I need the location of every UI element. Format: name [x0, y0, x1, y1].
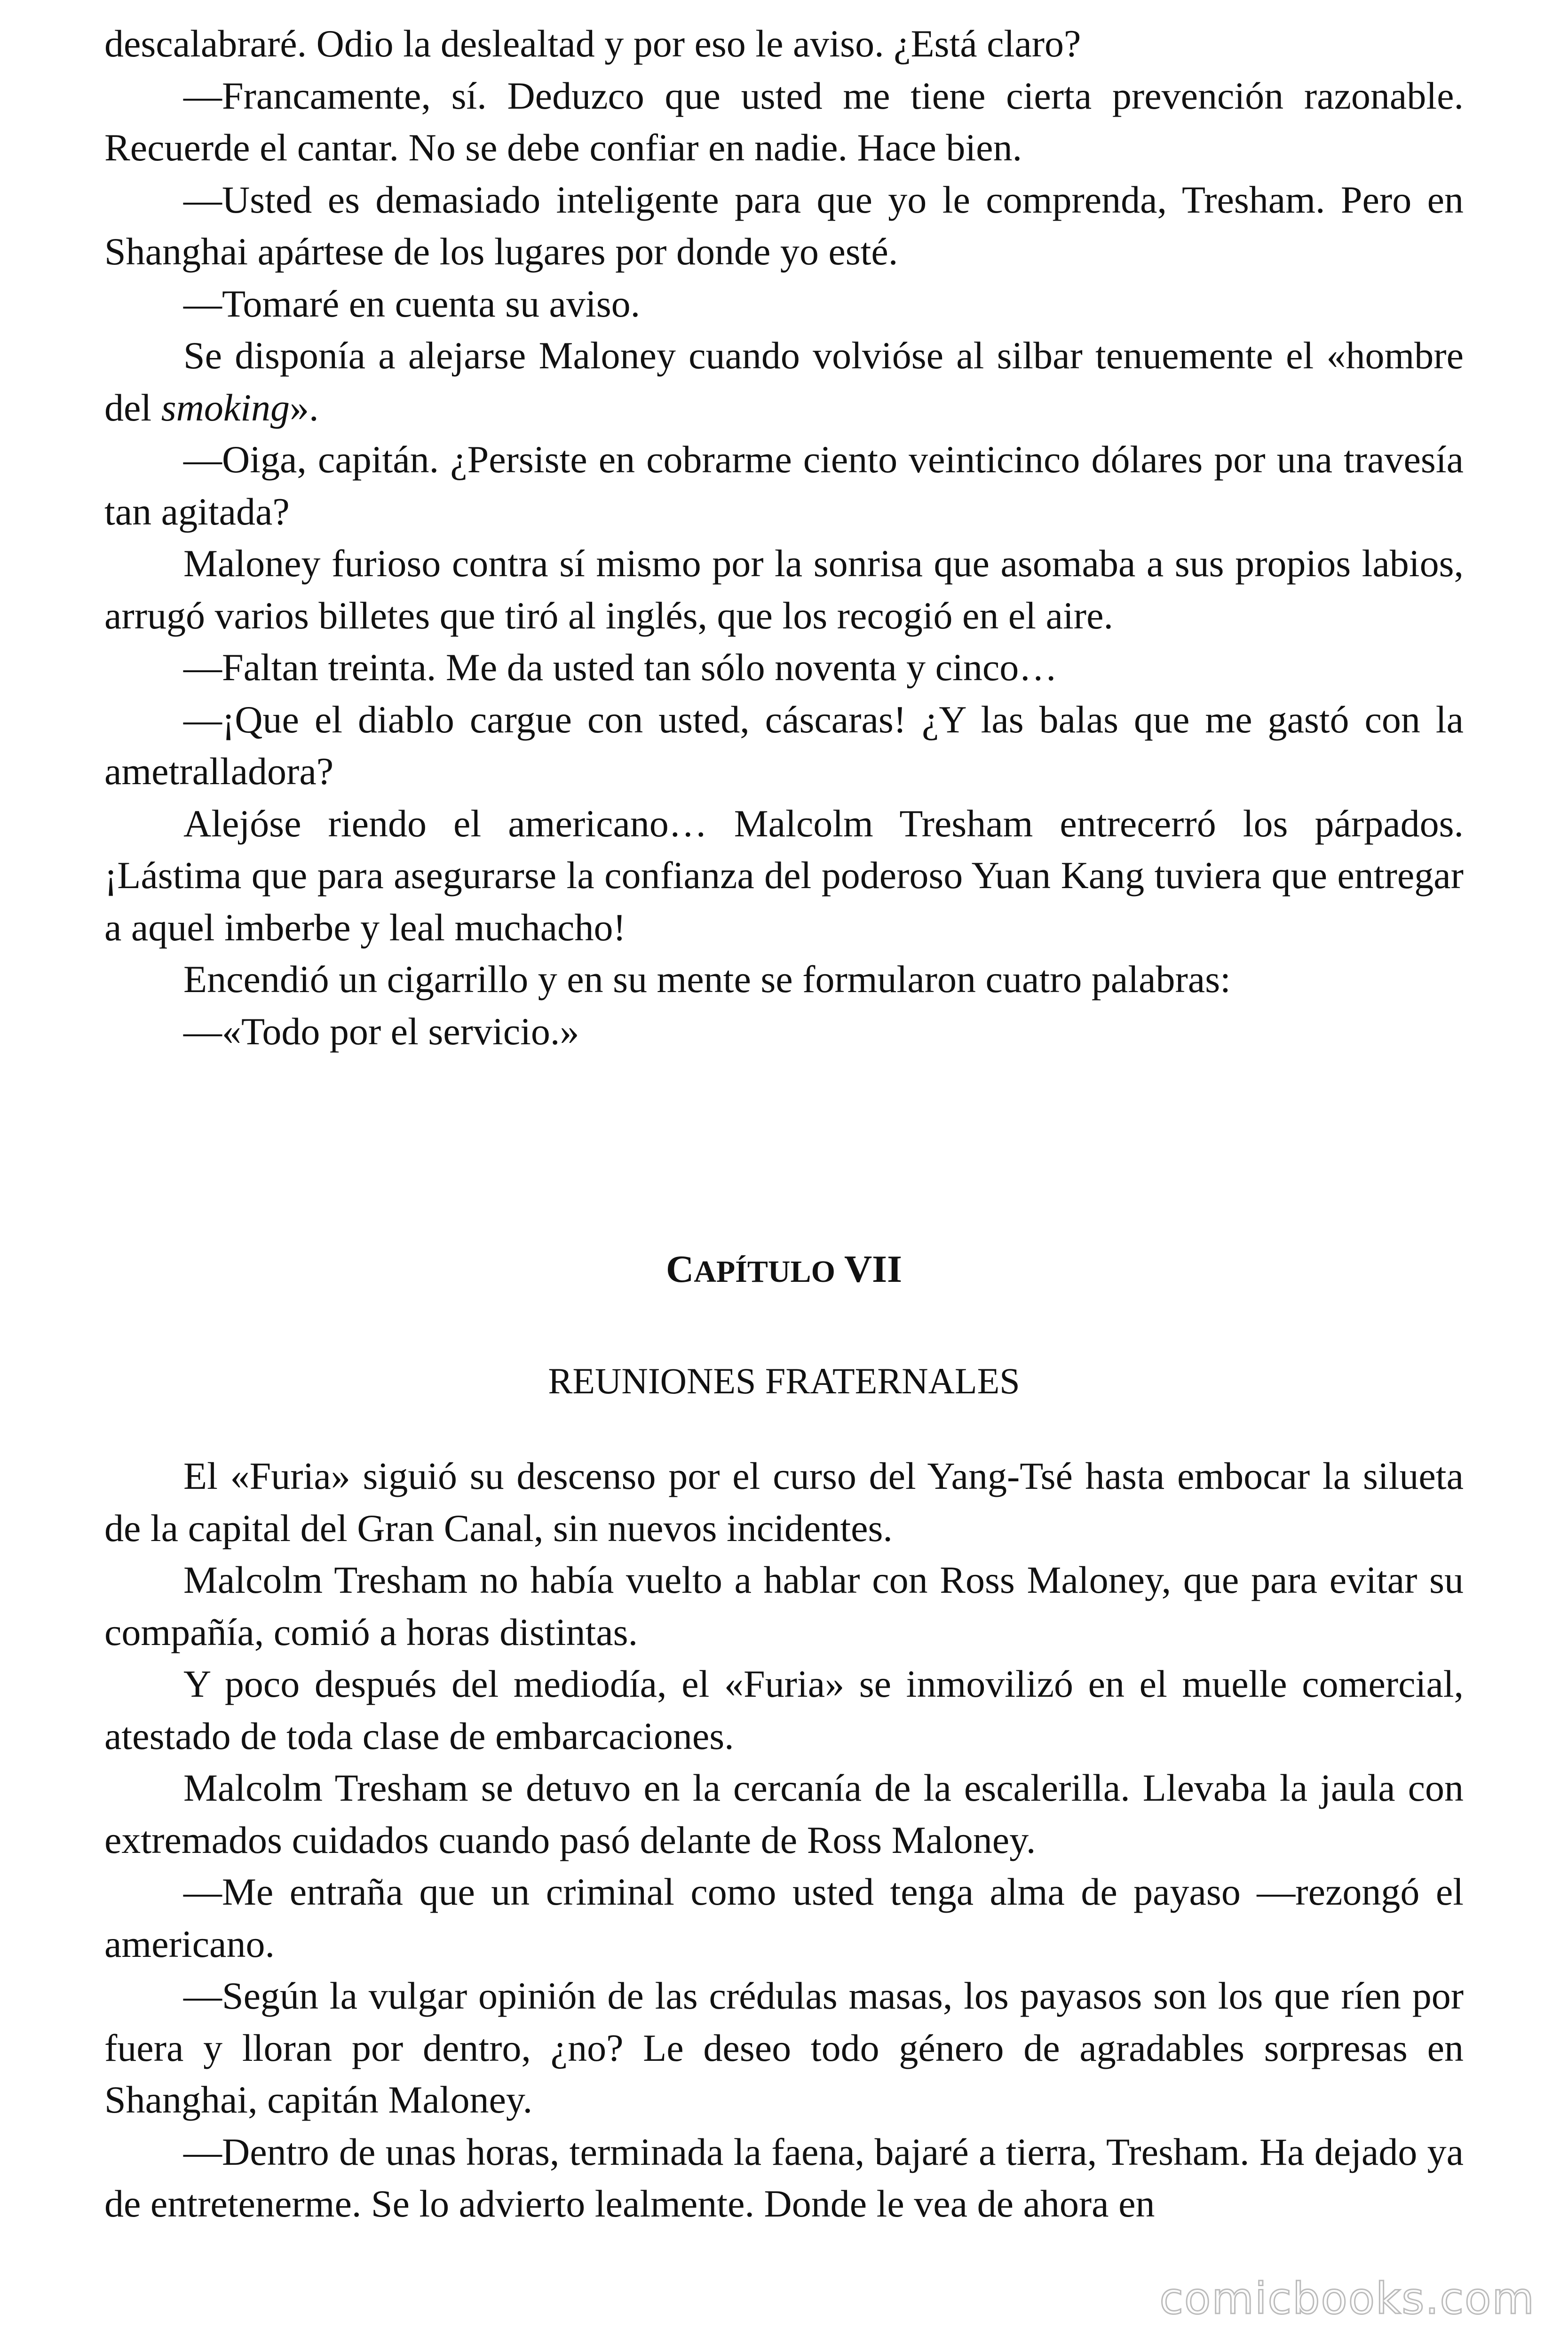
text-span: ». [290, 386, 319, 429]
narrative-paragraph: Y poco después del mediodía, el «Furia» se inmovilizó en el muelle comercial, atestado de toda clase de embarcaciones. [104, 1662, 1464, 1757]
dialogue-paragraph: —¡Que el diablo cargue con usted, cáscaras! ¿Y las balas que me gastó con la ametralladora? [104, 698, 1464, 793]
chapter-number-initial: C [665, 1248, 694, 1290]
dialogue-paragraph: —Según la vulgar opinión de las crédulas masas, los payasos son los que ríen por fuera y lloran por dentro, ¿no? Le deseo todo género de agradables sorpresas en Shanghai, capitán Maloney. [104, 1974, 1464, 2121]
chapter-number-roman: VII [844, 1248, 902, 1290]
chapter-body [104, 1450, 1464, 2230]
dialogue-paragraph: —Dentro de unas horas, terminada la faena, bajaré a tierra, Tresham. Ha dejado ya de entretenerme. Se lo advierto lealmente. Donde le vea de ahora en [104, 2130, 1464, 2225]
narrative-paragraph: Alejóse riendo el americano… Malcolm Tresham entrecerró los párpados. ¡Lástima que para asegurarse la confianza del poderoso Yuan Kang tuviera que entregar a aquel imberbe y leal muchacho! [104, 802, 1464, 949]
text-span: Se disponía a alejarse Maloney cuando volvióse al silbar tenuemente el «hombre del [104, 334, 1464, 429]
italic-word: smoking [161, 386, 290, 429]
paragraph-continuation: descalabraré. Odio la deslealtad y por eso le aviso. ¿Está claro? [104, 22, 1081, 65]
chapter-number [104, 1243, 1464, 1298]
narrative-paragraph: Maloney furioso contra sí mismo por la sonrisa que asomaba a sus propios labios, arrugó varios billetes que tiró al inglés, que los recogió en el aire. [104, 542, 1464, 637]
narrative-paragraph: Malcolm Tresham se detuvo en la cercanía de la escalerilla. Llevaba la jaula con extremados cuidados cuando pasó delante de Ross Maloney. [104, 1766, 1464, 1861]
chapter-title: REUNIONES FRATERNALES [548, 1360, 1020, 1401]
dialogue-paragraph: —Usted es demasiado inteligente para que yo le comprenda, Tresham. Pero en Shanghai apártese de los lugares por donde yo esté. [104, 178, 1464, 273]
dialogue-paragraph: —Faltan treinta. Me da usted tan sólo noventa y cinco… [183, 646, 1058, 689]
narrative-paragraph-smoking [104, 330, 1464, 434]
book-page [104, 18, 1464, 2230]
chapter-number-smallcaps: APÍTULO [694, 1255, 835, 1289]
narrative-paragraph: Malcolm Tresham no había vuelto a hablar con Ross Maloney, que para evitar su compañía, comió a horas distintas. [104, 1558, 1464, 1653]
dialogue-paragraph: —Francamente, sí. Deduzco que usted me tiene cierta prevención razonable. Recuerde el cantar. No se debe confiar en nadie. Hace bien. [104, 74, 1464, 169]
narrative-paragraph: El «Furia» siguió su descenso por el curso del Yang-Tsé hasta embocar la silueta de la capital del Gran Canal, sin nuevos incidentes. [104, 1454, 1464, 1549]
dialogue-paragraph: —«Todo por el servicio.» [183, 1009, 579, 1053]
dialogue-paragraph: —Me entraña que un criminal como usted tenga alma de payaso —rezongó el americano. [104, 1870, 1464, 1965]
dialogue-paragraph: —Tomaré en cuenta su aviso. [183, 282, 641, 325]
site-watermark: comicbooks.com [1159, 2273, 1535, 2324]
narrative-paragraph: Encendió un cigarrillo y en su mente se formularon cuatro palabras: [183, 958, 1231, 1001]
dialogue-paragraph: —Oiga, capitán. ¿Persiste en cobrarme ciento veinticinco dólares por una travesía tan agitada? [104, 438, 1464, 533]
chapter-heading [104, 1243, 1464, 1407]
